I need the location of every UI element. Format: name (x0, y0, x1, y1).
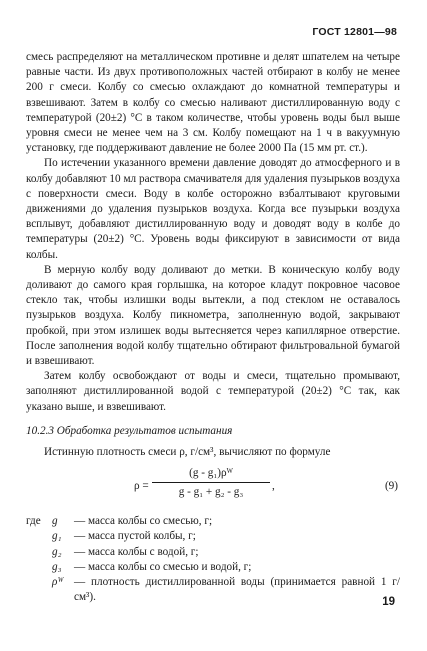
definition-text: — плотность дистиллированной воды (принимается равной 1 г/см³). (74, 576, 400, 604)
definition-row (26, 575, 400, 605)
symbol-definitions (26, 514, 400, 605)
definition-symbol: g₁ (52, 530, 62, 543)
definition-symbol: g₃ (52, 560, 62, 573)
page-number: 19 (382, 596, 395, 608)
formula-intro: Истинную плотность смеси ρ, г/см³, вычисляют по формуле (44, 446, 331, 459)
definition-row (26, 529, 400, 544)
definition-text: — масса колбы со смесью, г; (74, 515, 213, 528)
formula-numerator: (g - g₁)ρᵂ (152, 466, 270, 483)
paragraph-4: Затем колбу освобождают от воды и смеси, тщательно промывают, заполняют дистиллированной водой с температурой (20±2) °С так, как указано выше, и взвешивают. (26, 370, 400, 413)
definition-text: — масса пустой колбы, г; (74, 530, 196, 543)
paragraph-2: По истечении указанного времени давление доводят до атмосферного и в колбу добавляют 10 мл раствора смачивателя для удаления пузырьков воздуха с поверхности смеси. Воду в колбе осторожно взбалтывают круговыми движениями до удаления пузырьков воздуха. Когда все пузырьки воздуха всплывут, добавляют дистиллированную воду и доводят воду в колбе до температуры (20±2) °С. Уровень воды фиксируют в зависимости от вида колбы. (26, 157, 400, 261)
formula-comma: , (272, 480, 275, 493)
section-subheading: 10.2.3 Обработка результатов испытания (26, 424, 233, 437)
paragraph-1: смесь распределяют на металлическом противне и делят шпателем на четыре равные части. Из двух противоположных частей отбирают в колбу не менее 200 г смеси. Колбу со смесью охлаждают до комнатной температуры и взвешивают. Затем в колбу со смесью наливают дистиллированную воду с температурой (20±2) °С в таком количестве, чтобы уровень воды был выше уровня смеси не менее чем на 3 см. Колбу помещают на 1 ч в вакуумную установку, где поддерживают давление не более 2000 Па (15 мм рт. ст.). (26, 51, 400, 155)
definition-symbol: ρᵂ (52, 576, 64, 589)
definition-row (26, 560, 400, 575)
standard-header: ГОСТ 12801—98 (312, 26, 397, 38)
definition-symbol: g (52, 515, 58, 528)
formula-fraction (152, 466, 270, 500)
definition-text: — масса колбы с водой, г; (74, 545, 199, 558)
formula-denominator: g - g₁ + g₂ - g₃ (178, 486, 244, 499)
definition-row (26, 545, 400, 560)
formula-lhs: ρ = (134, 480, 149, 493)
density-formula (26, 466, 400, 510)
definition-row (26, 514, 400, 529)
definitions-prefix: где (26, 515, 41, 528)
paragraph-3: В мерную колбу воду доливают до метки. В коническую колбу воду доливают до самого края горлышка, на которое кладут покровное часовое стекло так, чтобы излишки воды вытекли, а под стеклом не оставалось пузырьков воздуха. Колбу пикнометра, заполненную водой, закрывают пробкой, при этом излишек воды вытесняется через капиллярное отверстие. После заполнения водой колбу тщательно обтирают фильтровальной бумагой и взвешивают. (26, 263, 400, 368)
definition-symbol: g₂ (52, 545, 62, 558)
page-body (26, 50, 400, 606)
equation-number: (9) (384, 480, 398, 493)
definition-text: — масса колбы со смесью и водой, г; (74, 560, 252, 573)
